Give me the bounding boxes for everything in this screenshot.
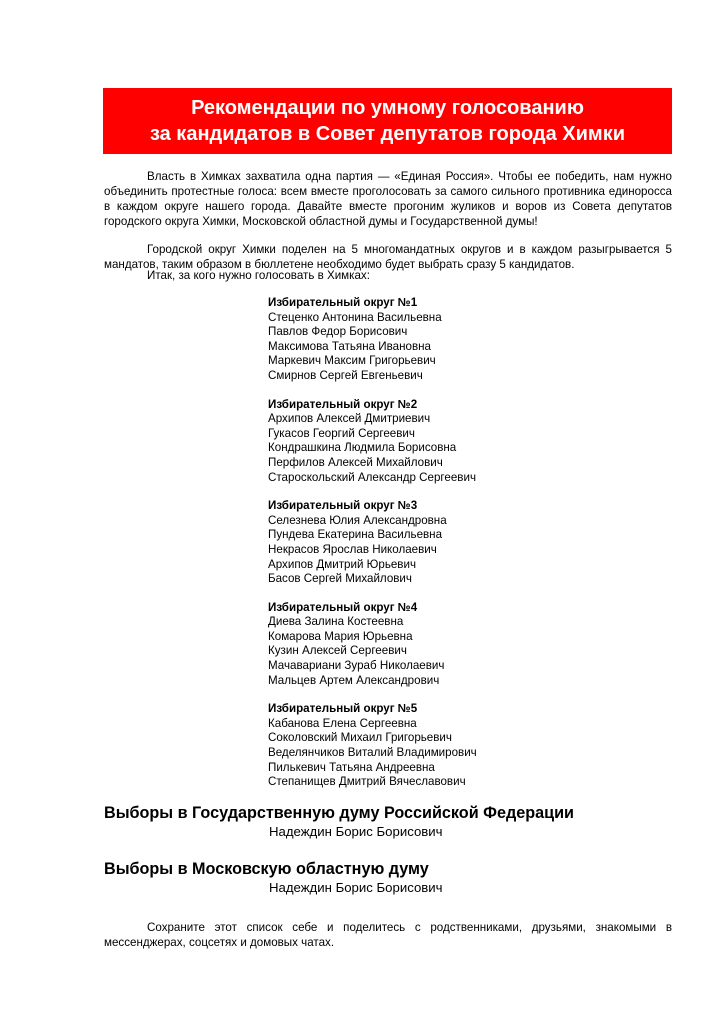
candidate-name: Мачавариани Зураб Николаевич [268,659,445,673]
candidate-name: Соколовский Михаил Григорьевич [268,731,452,745]
districts-paragraph: Городской округ Химки поделен на 5 многомандатных округов и в каждом разыгрывается 5 мандатов, таким образом в бюллетене необходимо будет выбрать сразу 5 кандидатов. [104,243,672,271]
candidate-name: Перфилов Алексей Михайлович [268,455,443,469]
district-4 [268,601,477,689]
districts-list [268,296,477,804]
title-line-1: Рекомендации по умному голосованию [191,97,584,119]
district-title: Избирательный округ №1 [268,296,418,309]
district-title: Избирательный округ №5 [268,702,418,716]
candidate-name: Некрасов Ярослав Николаевич [268,542,437,556]
candidate-name: Архипов Дмитрий Юрьевич [268,557,416,571]
intro-paragraph: Власть в Химках захватила одна партия — «Единая Россия». Чтобы ее победить, нам нужно объединить протестные голоса: всем вместе проголосовать за самого сильного противника единоросса в каждом округе нашего города. Давайте вместе прогоним жуликов и воров из Совета депутатов городского округа Химки, Московской областной думы и Государственной думы! [104,170,672,228]
candidate-name: Маркевич Максим Григорьевич [268,354,436,368]
district-title: Избирательный округ №2 [268,397,418,411]
district-5 [268,702,477,790]
closing-paragraph: Сохраните этот список себе и поделитесь с родственниками, друзьями, знакомыми в мессенджерах, соцсетях и домовых чатах. [104,921,672,949]
candidate-name: Пундева Екатерина Васильевна [268,528,443,542]
candidate-name: Веделянчиков Виталий Владимирович [268,746,477,760]
candidate-name: Кабанова Елена Сергеевна [268,716,417,730]
candidate-name: Кузин Алексей Сергеевич [268,644,407,658]
election-title: Выборы в Государственную думу Российской Федерации [104,804,574,822]
candidate-name: Архипов Алексей Дмитриевич [268,412,431,426]
candidate-name: Стеценко Антонина Васильевна [268,310,442,324]
candidate-name: Староскольский Александр Сергеевич [268,470,476,484]
election-regional-duma [104,859,672,896]
district-title: Избирательный округ №4 [268,600,418,614]
candidate-name: Павлов Федор Борисович [268,325,408,339]
title-line-2: за кандидатов в Совет депутатов города Химки [149,123,626,145]
candidate-name: Степанищев Дмитрий Вячеславович [268,775,466,789]
candidate-name: Пилькевич Татьяна Андреевна [268,760,435,774]
election-state-duma [104,803,672,840]
district-title: Избирательный округ №3 [268,499,418,513]
candidate-name: Комарова Мария Юрьевна [268,629,413,643]
candidate-name: Басов Сергей Михайлович [268,572,412,586]
district-1 [268,296,477,384]
candidate-name: Максимова Татьяна Ивановна [268,339,431,353]
candidate-name: Мальцев Артем Александрович [268,673,440,687]
candidate-name: Смирнов Сергей Евгеньевич [268,368,423,382]
election-candidate: Надеждин Борис Борисович [269,880,443,895]
candidate-name: Селезнева Юлия Александровна [268,513,447,527]
election-title: Выборы в Московскую областную думу [104,860,429,878]
election-candidate: Надеждин Борис Борисович [269,824,443,839]
lead-in-text: Итак, за кого нужно голосовать в Химках: [147,269,370,282]
candidate-name: Диева Залина Костеевна [268,615,404,629]
candidate-name: Гукасов Георгий Сергеевич [268,426,415,440]
title-banner [103,88,672,154]
district-3 [268,499,477,587]
candidate-name: Кондрашкина Людмила Борисовна [268,441,457,455]
district-2 [268,398,477,486]
